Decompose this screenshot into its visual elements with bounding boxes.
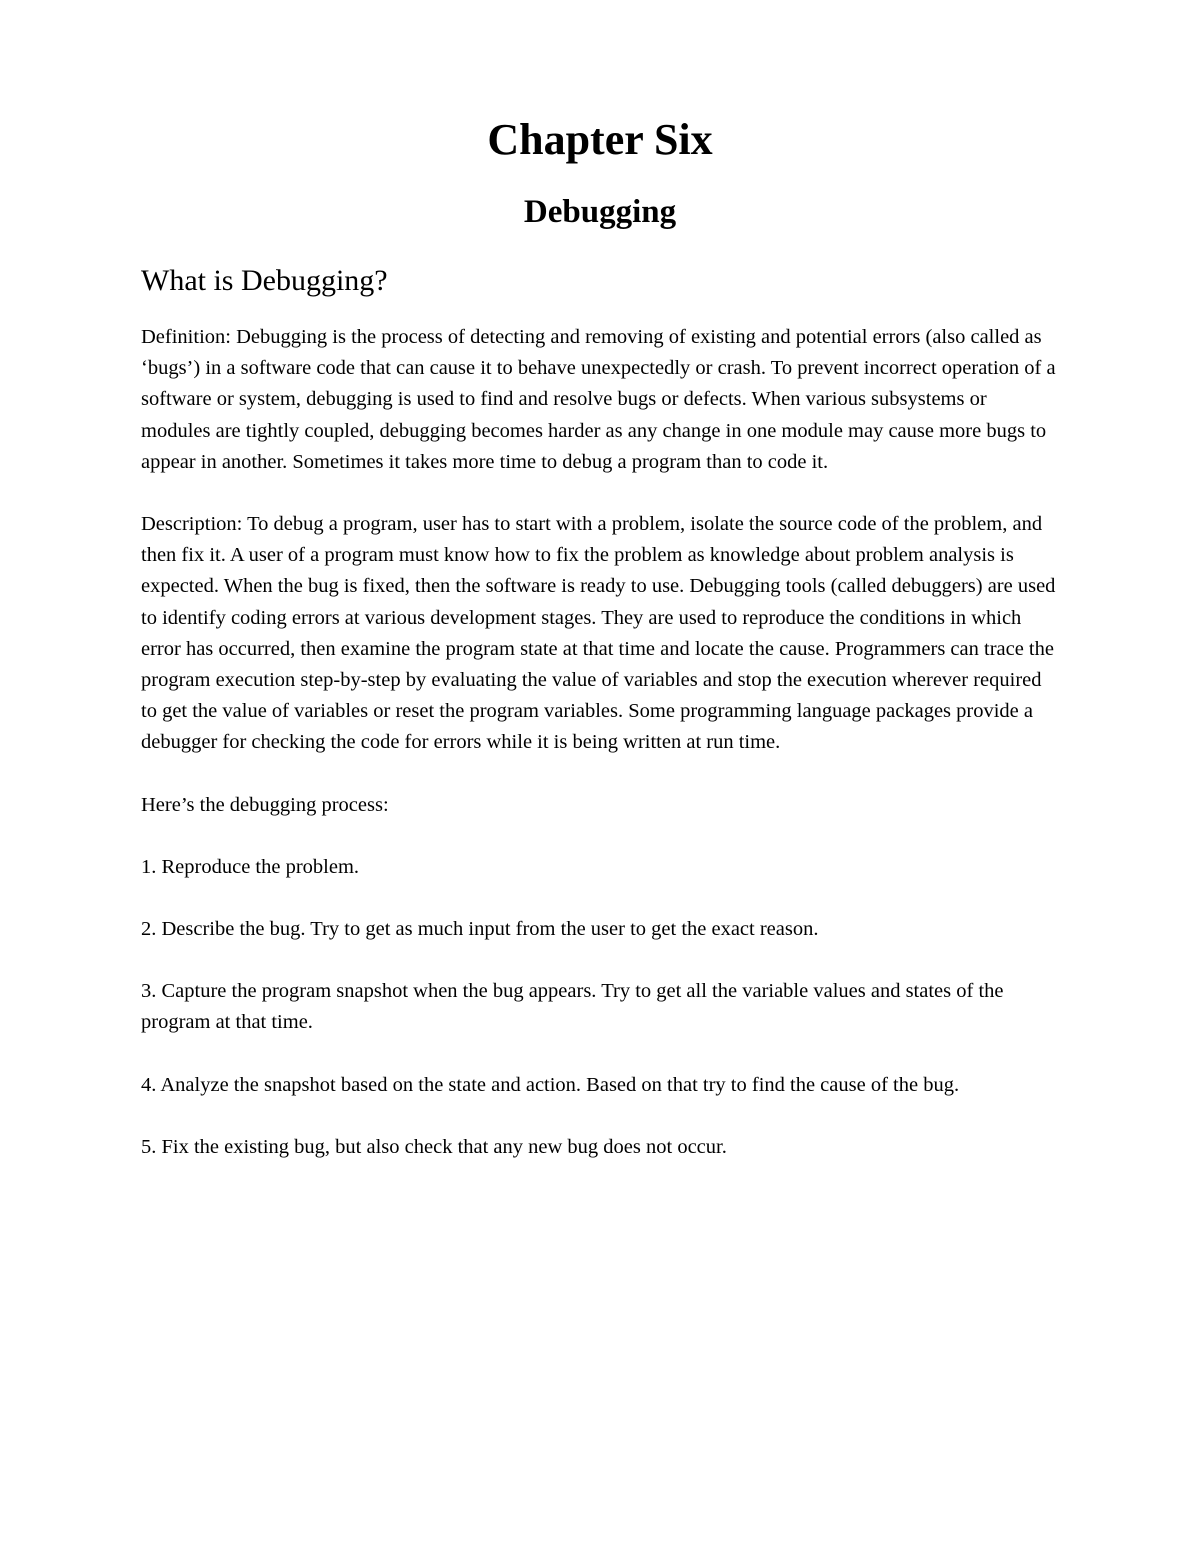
process-step-2: 2. Describe the bug. Try to get as much input from the user to get the exact reason. bbox=[141, 918, 819, 941]
chapter-subtitle: Debugging bbox=[523, 194, 677, 230]
process-step-4: 4. Analyze the snapshot based on the state and action. Based on that try to find the cause of the bug. bbox=[141, 1073, 960, 1096]
section-heading: What is Debugging? bbox=[141, 264, 388, 297]
process-intro: Here’s the debugging process: bbox=[141, 793, 389, 816]
document-body bbox=[141, 262, 1061, 1163]
definition-paragraph: Definition: Debugging is the process of detecting and removing of existing and potential errors (also called as ‘bugs’) in a software code that can cause it to behave unexpectedly or crash. To prevent incorrect operation of a software or system, debugging is used to find and resolve bugs or defects. When various subsystems or modules are tightly coupled, debugging becomes harder as any change in one module may cause more bugs to appear in another. Sometimes it takes more time to debug a program than to code it. bbox=[141, 326, 1056, 473]
process-step-1: 1. Reproduce the problem. bbox=[141, 855, 360, 878]
process-step-5: 5. Fix the existing bug, but also check that any new bug does not occur. bbox=[141, 1135, 727, 1158]
description-paragraph: Description: To debug a program, user has to start with a problem, isolate the source code of the problem, and then fix it. A user of a program must know how to fix the problem as knowledge about problem analysis is expected. When the bug is fixed, then the software is ready to use. Debugging tools (called debuggers) are used to identify coding errors at various development stages. They are used to reproduce the conditions in which error has occurred, then examine the program state at that time and locate the cause. Programmers can trace the program execution step-by-step by evaluating the value of variables and stop the execution wherever required to get the value of variables or reset the program variables. Some programming language packages provide a debugger for checking the code for errors while it is being written at run time. bbox=[141, 513, 1056, 754]
title-block bbox=[0, 110, 1200, 232]
process-step-3: 3. Capture the program snapshot when the bug appears. Try to get all the variable values and states of the program at that time. bbox=[141, 980, 1004, 1034]
chapter-title: Chapter Six bbox=[487, 115, 713, 164]
